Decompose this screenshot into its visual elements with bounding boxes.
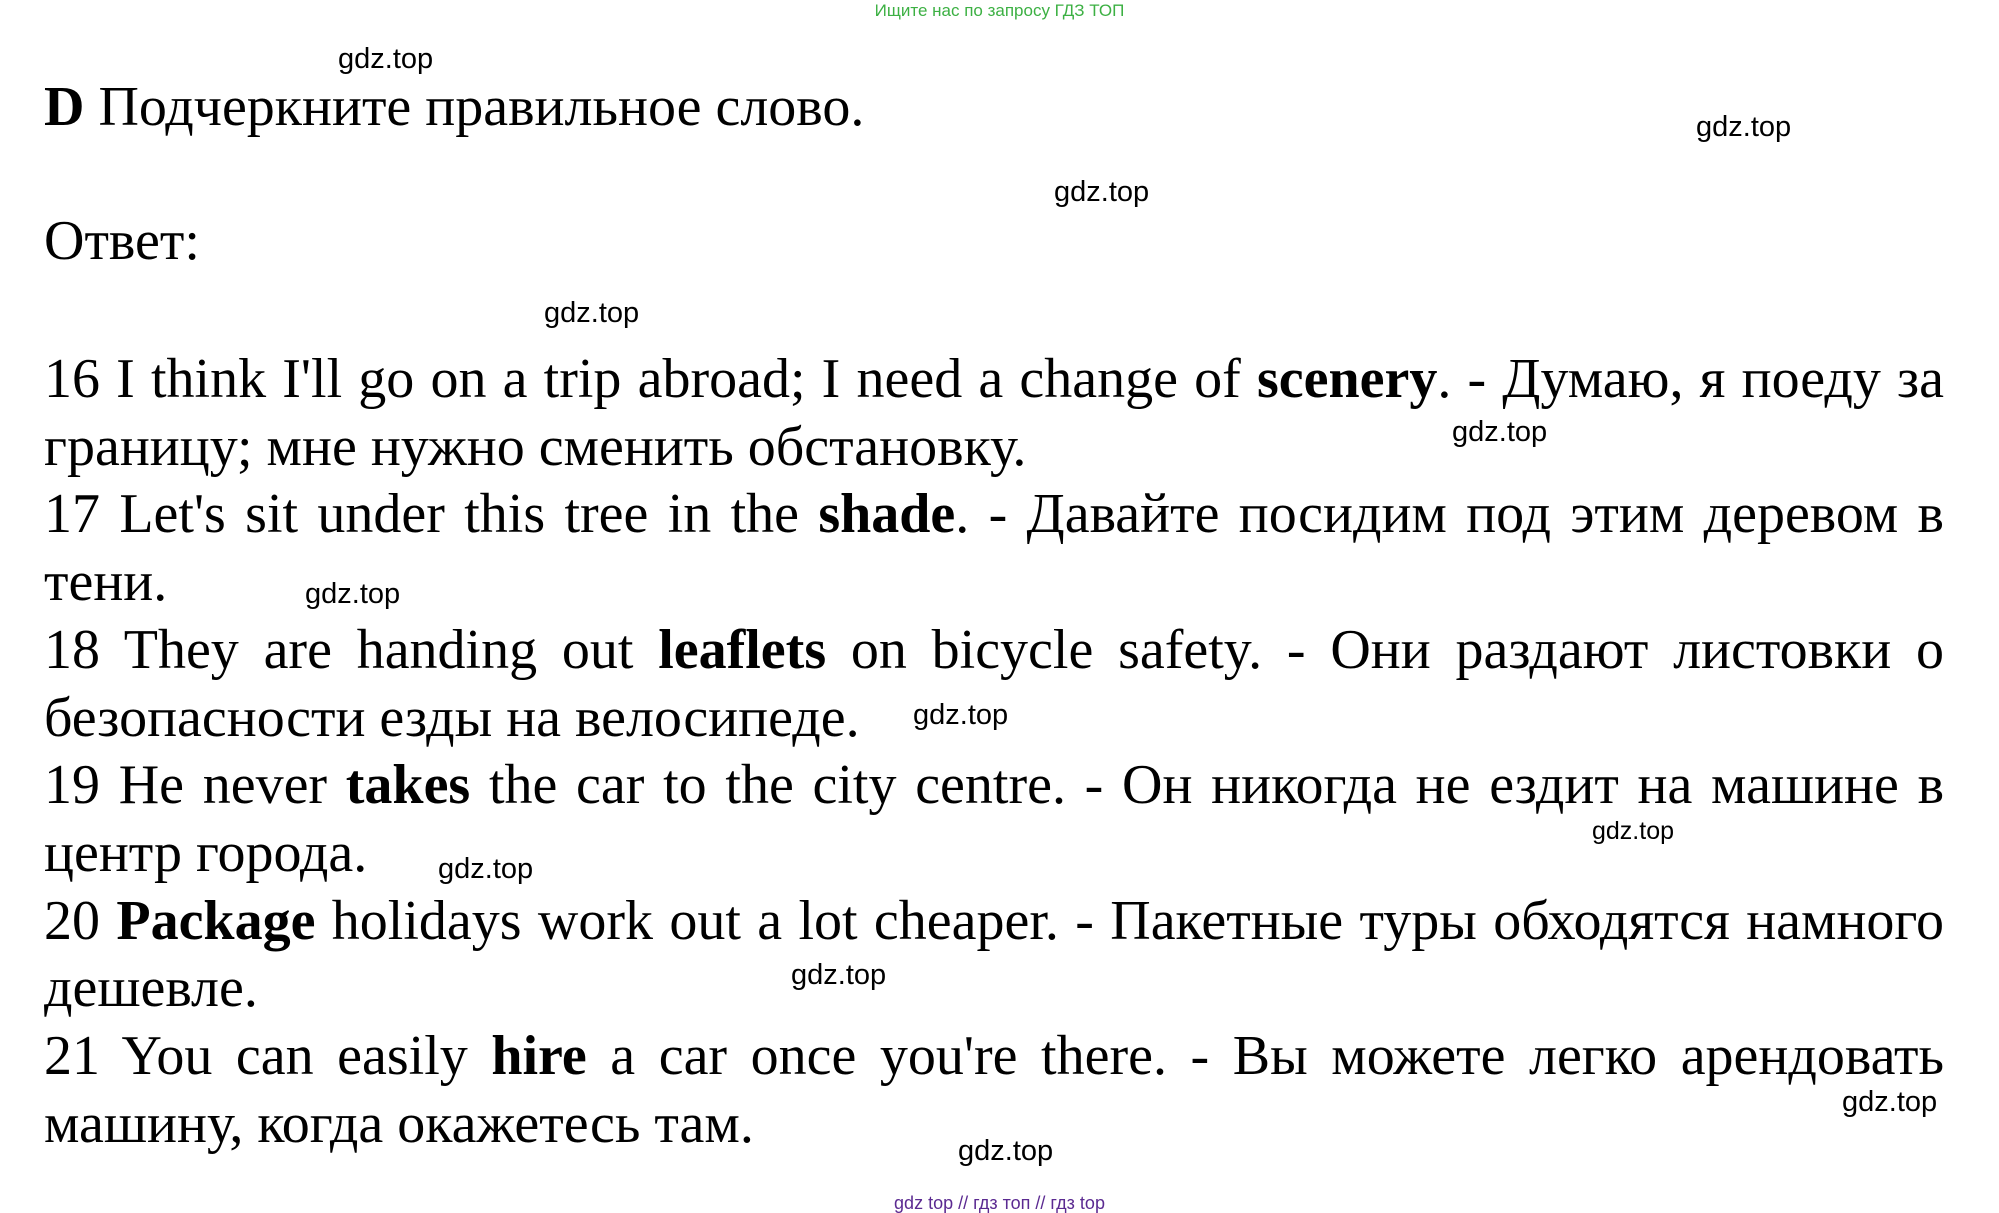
task-title [44,74,864,140]
watermark: gdz.top [1592,817,1675,845]
answer-label: Ответ: [44,210,200,272]
item-translation: . - Думаю, я поеду за границу; мне нужно сменить обстановку. [44,348,1945,478]
item-answer-word: takes [345,754,471,817]
item-answer-word: shade [818,483,956,546]
watermark: gdz.top [1452,416,1548,448]
watermark: gdz.top [958,1135,1054,1167]
item-translation: a car once you're there. - Вы можете легко арендовать машину, когда окажетесь там. [44,1025,1944,1155]
answer-item-20 [44,888,1944,1023]
item-translation: the car to the city centre. - Он никогда не ездит на машине в центр города. [44,754,1945,884]
task-letter: D [44,76,85,138]
item-text: 21 You can easily [44,1025,492,1088]
item-translation: . - Давайте посидим под этим деревом в тени. [44,483,1944,614]
watermark: gdz.top [438,853,534,885]
item-translation: holidays work out a lot cheaper. - Пакетные туры обходятся намного дешевле. [44,889,1945,1020]
item-text: 18 They are handing out [44,618,659,681]
item-text: 17 Let's sit under this tree in the [44,483,819,546]
answer-list [44,346,1944,1158]
item-text: 20 [44,889,117,952]
watermark: gdz.top [1054,176,1150,208]
watermark: gdz.top [913,699,1009,731]
answer-item-16 [44,346,1944,481]
watermark: gdz.top [305,578,401,610]
item-text: 16 I think I'll go on a trip abroad; I need a change of [44,348,1257,410]
task-instruction: Подчеркните правильное слово. [98,76,865,138]
watermark: gdz.top [338,43,434,75]
top-banner: Ищите нас по запросу ГДЗ ТОП [874,1,1125,20]
watermark: gdz.top [1696,111,1792,143]
item-text: 19 He never [44,754,346,817]
item-answer-word: Package [116,889,316,952]
item-translation: on bicycle safety. - Они раздают листовки о безопасности езды на велосипеде. [44,618,1944,749]
item-answer-word: leaflets [658,618,827,681]
watermark: gdz.top [1842,1086,1938,1118]
watermark: gdz.top [544,297,640,329]
item-answer-word: scenery [1256,348,1438,410]
watermark: gdz.top [791,959,887,991]
item-answer-word: hire [491,1025,587,1088]
footer-watermark: gdz top // гдз топ // гдз top [894,1193,1105,1213]
